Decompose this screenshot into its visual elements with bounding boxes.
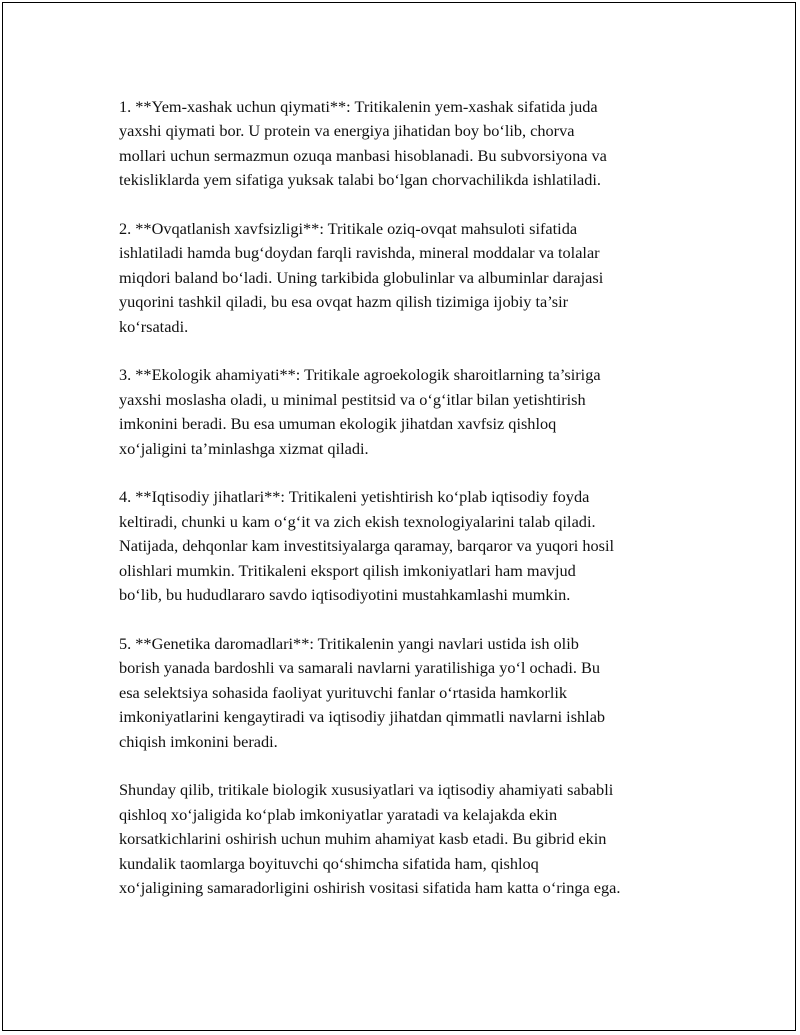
text-line: imkonini beradi. Bu esa umuman ekologik jihatdan xavfsiz qishloq bbox=[119, 414, 557, 434]
paragraph-economic-aspects bbox=[119, 485, 699, 607]
paragraph-ecological-importance bbox=[119, 363, 699, 461]
text-line: imkoniyatlarini kengaytiradi va iqtisodiy jihatdan qimmatli navlarni ishlab bbox=[119, 707, 606, 727]
text-line: tekisliklarda yem sifatiga yuksak talabi bo‘lgan chorvachilikda ishlatiladi. bbox=[119, 170, 601, 190]
text-line: xo‘jaligini ta’minlashga xizmat qiladi. bbox=[119, 438, 369, 458]
text-line: xo‘jaligining samaradorligini oshirish vositasi sifatida ham katta o‘ringa ega. bbox=[119, 877, 621, 897]
paragraph-genetic-gains bbox=[119, 632, 699, 754]
text-line: chiqish imkonini beradi. bbox=[119, 731, 278, 751]
text-line: keltiradi, chunki u kam o‘g‘it va zich ekish texnologiyalarini talab qiladi. bbox=[119, 511, 596, 531]
text-line: qishloq xo‘jaligida ko‘plab imkoniyatlar yaratadi va kelajakda ekin bbox=[119, 804, 558, 824]
text-line: 2. **Ovqatlanish xavfsizligi**: Tritikale oziq-ovqat mahsuloti sifatida bbox=[119, 219, 578, 239]
text-line: yaxshi qiymati bor. U protein va energiya jihatidan boy bo‘lib, chorva bbox=[119, 121, 575, 141]
text-line: miqdori baland bo‘ladi. Uning tarkibida globulinlar va albuminlar darajasi bbox=[119, 267, 604, 287]
paragraph-food-safety bbox=[119, 217, 699, 339]
text-line: kundalik taomlarga boyituvchi qo‘shimcha sifatida ham, qishloq bbox=[119, 853, 539, 873]
text-line: korsatkichlarini oshirish uchun muhim ahamiyat kasb etadi. Bu gibrid ekin bbox=[119, 829, 607, 849]
text-line: ishlatiladi hamda bug‘doydan farqli ravishda, mineral moddalar va tolalar bbox=[119, 243, 600, 263]
text-line: bo‘lib, bu hududlararo savdo iqtisodiyotini mustahkamlashi mumkin. bbox=[119, 585, 571, 605]
text-line: Natijada, dehqonlar kam investitsiyalarga qaramay, barqaror va yuqori hosil bbox=[119, 536, 615, 556]
text-line: Shunday qilib, tritikale biologik xususiyatlari va iqtisodiy ahamiyati sababli bbox=[119, 780, 614, 800]
document-body bbox=[119, 95, 699, 900]
text-line: olishlari mumkin. Tritikaleni eksport qilish imkoniyatlari ham mavjud bbox=[119, 560, 576, 580]
paragraph-forage-value bbox=[119, 95, 699, 193]
paragraph-conclusion bbox=[119, 778, 699, 900]
text-line: 4. **Iqtisodiy jihatlari**: Tritikaleni yetishtirish ko‘plab iqtisodiy foyda bbox=[119, 487, 590, 507]
text-line: ko‘rsatadi. bbox=[119, 316, 189, 336]
document-page bbox=[2, 2, 796, 1031]
text-line: yuqorini tashkil qiladi, bu esa ovqat hazm qilish tizimiga ijobiy ta’sir bbox=[119, 292, 569, 312]
text-line: esa selektsiya sohasida faoliyat yurituvchi fanlar o‘rtasida hamkorlik bbox=[119, 682, 568, 702]
text-line: mollari uchun sermazmun ozuqa manbasi hisoblanadi. Bu subvorsiyona va bbox=[119, 145, 607, 165]
text-line: yaxshi moslasha oladi, u minimal pestitsid va o‘g‘itlar bilan yetishtirish bbox=[119, 389, 586, 409]
text-line: 5. **Genetika daromadlari**: Tritikalenin yangi navlari ustida ish olib bbox=[119, 633, 579, 653]
text-line: 1. **Yem-xashak uchun qiymati**: Tritikalenin yem-xashak sifatida juda bbox=[119, 97, 598, 116]
text-line: borish yanada bardoshli va samarali navlarni yaratilishiga yo‘l ochadi. Bu bbox=[119, 658, 601, 678]
text-line: 3. **Ekologik ahamiyati**: Tritikale agroekologik sharoitlarning ta’siriga bbox=[119, 365, 601, 385]
